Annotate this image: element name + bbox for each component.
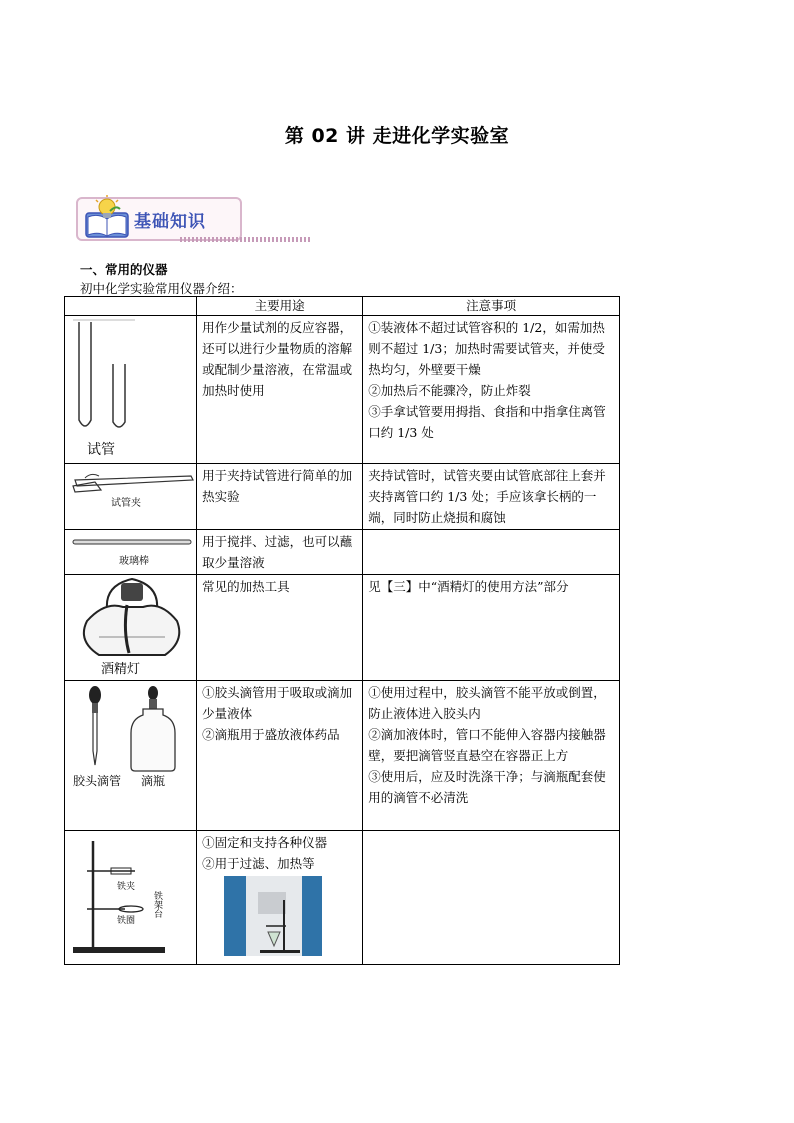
badge-decoration xyxy=(180,237,310,242)
image-label: 胶头滴管 xyxy=(73,774,122,788)
use-cell xyxy=(197,681,363,831)
use-text: 常见的加热工具 xyxy=(202,579,290,594)
instruments-table xyxy=(64,296,620,965)
image-label: 试管夹 xyxy=(111,498,141,509)
notes-cell xyxy=(363,681,620,831)
iron-stand-icon xyxy=(65,831,199,963)
instrument-image-cell xyxy=(65,831,197,965)
alcohol-lamp-icon xyxy=(65,575,199,679)
lab-photo xyxy=(224,876,322,956)
instrument-image-cell xyxy=(65,530,197,575)
use-cell xyxy=(197,575,363,681)
table-header-row xyxy=(65,297,620,316)
lightbulb-book-icon xyxy=(82,195,132,241)
instrument-image-cell xyxy=(65,464,197,530)
table-row xyxy=(65,464,620,530)
note-text: 见【三】中“酒精灯的使用方法”部分 xyxy=(368,579,569,594)
table-row xyxy=(65,316,620,464)
note-text: ③使用后，应及时洗涤干净；与滴瓶配套使用的滴管不必清洗 xyxy=(368,769,606,805)
instrument-image-cell xyxy=(65,316,197,464)
section-badge xyxy=(70,193,242,245)
note-text: ③手拿试管要用拇指、食指和中指拿住离管口约 1/3 处 xyxy=(368,404,606,440)
page-title: 第 02 讲 走进化学实验室 xyxy=(284,125,510,147)
header-cell: 主要用途 xyxy=(197,297,363,316)
instrument-image-cell xyxy=(65,575,197,681)
image-label: 酒精灯 xyxy=(101,662,141,677)
note-text: ②滴加液体时，管口不能伸入容器内接触器壁，要把滴管竖直悬空在容器正上方 xyxy=(368,727,606,763)
notes-cell xyxy=(363,831,620,965)
notes-cell xyxy=(363,316,620,464)
header-cell xyxy=(65,297,197,316)
intro-text: 初中化学实验常用仪器介绍： xyxy=(80,281,243,296)
notes-cell xyxy=(363,530,620,575)
use-text: 用于搅拌、过滤，也可以蘸取少量溶液 xyxy=(202,534,353,570)
image-label: 滴瓶 xyxy=(141,774,166,788)
use-cell xyxy=(197,530,363,575)
use-text: ②滴瓶用于盛放液体药品 xyxy=(202,727,340,742)
instrument-image-cell xyxy=(65,681,197,831)
use-text: ①固定和支持各种仪器 xyxy=(202,835,328,850)
table-row xyxy=(65,831,620,965)
notes-cell xyxy=(363,575,620,681)
note-text: 夹持试管时，试管夹要由试管底部往上套并夹持离管口约 1/3 处；手应该拿长柄的一端，同时防止烧损和腐蚀 xyxy=(368,468,606,525)
image-label: 玻璃棒 xyxy=(119,556,149,567)
glass-rod-icon xyxy=(65,530,199,572)
image-label: 试管 xyxy=(87,442,115,458)
image-label: 铁架台 xyxy=(152,891,162,918)
use-text: ①胶头滴管用于吸取或滴加少量液体 xyxy=(202,685,353,721)
use-cell xyxy=(197,316,363,464)
note-text: ①装液体不超过试管容积的 1/2，如需加热则不超过 1/3；加热时需要试管夹，并使受热均匀，外壁要干燥 xyxy=(368,320,605,377)
table-row xyxy=(65,530,620,575)
test-tube-clamp-icon xyxy=(65,464,199,528)
table-row xyxy=(65,575,620,681)
test-tube-icon xyxy=(65,316,199,462)
use-text: 用于夹持试管进行简单的加热实验 xyxy=(202,468,353,504)
header-cell: 注意事项 xyxy=(363,297,620,316)
use-cell xyxy=(197,831,363,965)
use-text: 用作少量试剂的反应容器，还可以进行少量物质的溶解或配制少量溶液，在常温或加热时使用 xyxy=(202,320,353,398)
note-text: ①使用过程中，胶头滴管不能平放或倒置，防止液体进入胶头内 xyxy=(368,685,606,721)
note-text: ②加热后不能骤冷，防止炸裂 xyxy=(368,383,531,398)
use-text: ②用于过滤、加热等 xyxy=(202,856,315,871)
table-row xyxy=(65,681,620,831)
section-heading: 一、常用的仪器 xyxy=(80,262,168,277)
image-label: 铁圈 xyxy=(117,916,136,926)
badge-title: 基础知识 xyxy=(134,212,206,232)
use-cell xyxy=(197,464,363,530)
dropper-and-bottle-icon xyxy=(65,681,199,829)
notes-cell xyxy=(363,464,620,530)
image-label: 铁夹 xyxy=(117,882,136,892)
